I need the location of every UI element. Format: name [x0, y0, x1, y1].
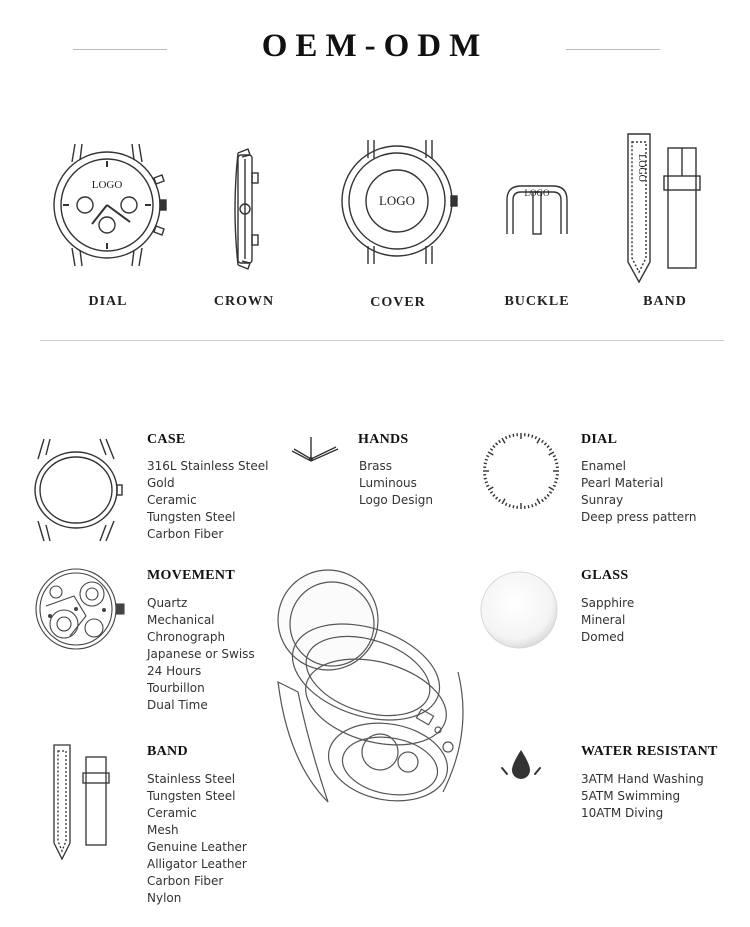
dial-watch-icon [50, 140, 170, 270]
list-item: Brass [359, 459, 393, 473]
list-item: Logo Design [359, 493, 434, 507]
dial-tick [493, 446, 495, 448]
list-item: 316L Stainless Steel [147, 459, 269, 473]
dial-tick [496, 497, 498, 499]
dial-tick [509, 435, 510, 438]
dial-tick [544, 443, 546, 445]
part-label-band: BAND [643, 294, 687, 309]
dial-tick [555, 463, 558, 464]
dial-tick [549, 487, 554, 490]
dial-logo-text: LOGO [91, 179, 123, 191]
dial-tick [506, 436, 507, 439]
part-label-buckle: BUCKLE [504, 294, 570, 309]
page-title: OEM-ODM [261, 28, 489, 64]
water-drop-icon [500, 748, 542, 784]
dial-tick [532, 435, 533, 438]
list-item: Alligator Leather [147, 857, 247, 871]
dial-tick [496, 443, 498, 445]
dial-tick [528, 434, 529, 437]
list-item: Dual Time [147, 698, 208, 712]
glass-icon [479, 570, 559, 650]
dial-tick [506, 503, 507, 506]
dial-tick [502, 499, 505, 504]
dial-tick [509, 504, 510, 507]
dial-tick [488, 487, 493, 490]
title-rule-right [566, 49, 660, 50]
hands-list [359, 458, 433, 509]
crown-side-icon [228, 145, 262, 273]
buckle-logo-text: LOGO [524, 188, 550, 198]
dial-tick [547, 446, 549, 448]
cover-back-icon [340, 138, 460, 266]
dial-tick [544, 497, 546, 499]
dial-tick [542, 440, 544, 442]
dial-tick [490, 492, 492, 494]
dial-tick [528, 505, 529, 508]
list-item: Luminous [359, 476, 417, 490]
list-item: Tungsten Steel [147, 789, 236, 803]
list-item: Enamel [581, 459, 626, 473]
list-item: Sunray [581, 493, 624, 507]
dial-tick [486, 485, 489, 486]
glass-title: GLASS [581, 568, 629, 583]
dial-tick [553, 456, 556, 457]
dial-tick [547, 494, 549, 496]
part-label-cover: COVER [370, 295, 426, 310]
list-item: 5ATM Swimming [581, 789, 681, 803]
list-item: Carbon Fiber [147, 874, 224, 888]
list-item: Stainless Steel [147, 772, 236, 786]
buckle-icon [503, 182, 571, 238]
dial-tick [553, 485, 556, 486]
dial-tick [554, 459, 557, 460]
dial-tick [499, 440, 501, 442]
part-label-dial: DIAL [88, 294, 128, 309]
list-item: 24 Hours [147, 664, 202, 678]
dial-tick [513, 505, 514, 508]
list-item: Ceramic [147, 806, 197, 820]
dial-tick [555, 478, 558, 479]
case-list [147, 458, 268, 543]
list-item: Gold [147, 476, 175, 490]
list-item: Tungsten Steel [147, 510, 236, 524]
movement-title: MOVEMENT [147, 568, 235, 583]
list-item: Domed [581, 630, 625, 644]
dial-tick [549, 452, 554, 455]
dial-tick [502, 438, 505, 443]
dial-tick [549, 449, 551, 451]
section-divider [40, 340, 724, 341]
band-strap-icon [624, 132, 702, 284]
exploded-watch-illustration [268, 562, 478, 824]
water-title: WATER RESISTANT [581, 744, 718, 759]
list-item: Tourbillon [147, 681, 205, 695]
band-logo-text: LOGO [636, 154, 647, 182]
dial-tick [554, 482, 557, 483]
dial-ticks-icon [480, 430, 562, 512]
list-item: 3ATM Hand Washing [581, 772, 704, 786]
glass-list [581, 595, 634, 646]
list-item: Genuine Leather [147, 840, 247, 854]
list-item: Deep press pattern [581, 510, 697, 524]
dial-tick [484, 463, 487, 464]
dial-tick [549, 492, 551, 494]
dial-tick [490, 449, 492, 451]
band-list [147, 771, 247, 907]
list-item: Quartz [147, 596, 188, 610]
dial-title: DIAL [581, 432, 618, 447]
dial-tick [485, 482, 488, 483]
band-small-icon [50, 743, 110, 861]
water-list [581, 771, 704, 822]
case-title: CASE [147, 432, 186, 447]
dial-tick [485, 459, 488, 460]
dial-list [581, 458, 697, 526]
dial-tick [484, 478, 487, 479]
dial-tick [486, 456, 489, 457]
dial-tick [513, 434, 514, 437]
dial-tick [537, 438, 540, 443]
dial-tick [535, 503, 536, 506]
dial-tick [532, 504, 533, 507]
list-item: Japanese or Swiss [147, 647, 255, 661]
list-item: Mineral [581, 613, 626, 627]
part-label-crown: CROWN [213, 294, 275, 309]
list-item: 10ATM Diving [581, 806, 664, 820]
movement-list [147, 595, 255, 714]
list-item: Chronograph [147, 630, 226, 644]
dial-tick [499, 499, 501, 501]
hands-title: HANDS [358, 432, 409, 447]
list-item: Pearl Material [581, 476, 664, 490]
dial-tick [542, 499, 544, 501]
cover-logo-text: LOGO [378, 193, 416, 208]
dial-tick [537, 499, 540, 504]
list-item: Mesh [147, 823, 179, 837]
case-icon [34, 437, 126, 543]
list-item: Sapphire [581, 596, 635, 610]
dial-tick [488, 452, 493, 455]
dial-tick [493, 494, 495, 496]
movement-icon [34, 566, 128, 652]
dial-tick [535, 436, 536, 439]
list-item: Ceramic [147, 493, 197, 507]
hands-icon [290, 435, 340, 465]
list-item: Carbon Fiber [147, 527, 224, 541]
list-item: Mechanical [147, 613, 215, 627]
band-title: BAND [147, 744, 188, 759]
list-item: Nylon [147, 891, 182, 905]
